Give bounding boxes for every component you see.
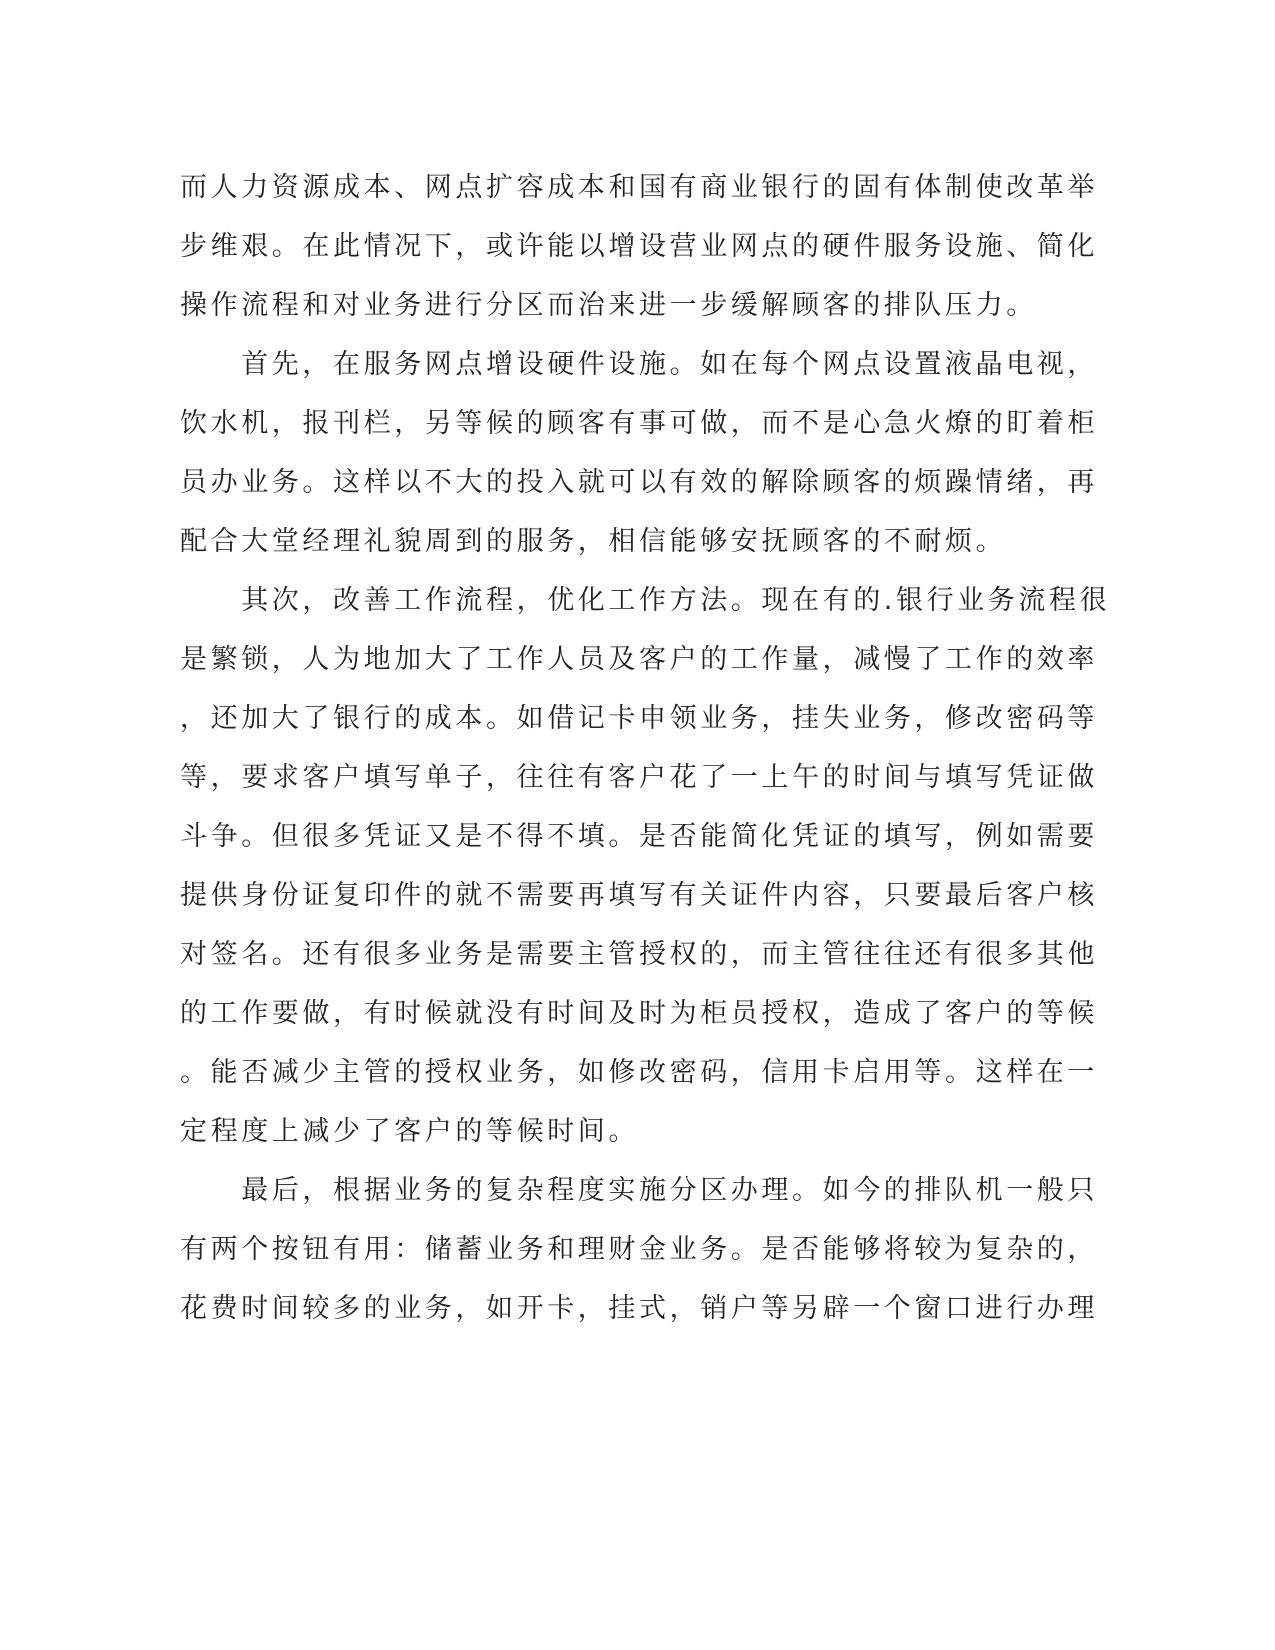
text-line: 步维艰。在此情况下，或许能以增设营业网点的硬件服务设施、简化	[180, 231, 1098, 262]
text-line: 配合大堂经理礼貌周到的服务，相信能够安抚顾客的不耐烦。	[180, 526, 1007, 557]
text-line: ，还加大了银行的成本。如借记卡申领业务，挂失业务，修改密码等	[180, 703, 1098, 734]
text-line: 斗争。但很多凭证又是不得不填。是否能简化凭证的填写，例如需要	[180, 821, 1098, 852]
text-line: 操作流程和对业务进行分区而治来进一步缓解顾客的排队压力。	[180, 290, 1037, 321]
text-line: 定程度上减少了客户的等候时间。	[180, 1116, 639, 1147]
text-line: 。能否减少主管的授权业务，如修改密码，信用卡启用等。这样在一	[180, 1057, 1098, 1088]
text-line: 是繁锁，人为地加大了工作人员及客户的工作量，减慢了工作的效率	[180, 644, 1098, 675]
text-line: 提供身份证复印件的就不需要再填写有关证件内容，只要最后客户核	[180, 880, 1098, 911]
text-line: 对签名。还有很多业务是需要主管授权的，而主管往往还有很多其他	[180, 939, 1098, 970]
text-line: 首先，在服务网点增设硬件设施。如在每个网点设置液晶电视，	[180, 349, 1098, 380]
text-line: 饮水机，报刊栏，另等候的顾客有事可做，而不是心急火燎的盯着柜	[180, 408, 1098, 439]
text-line: 最后，根据业务的复杂程度实施分区办理。如今的排队机一般只	[180, 1175, 1098, 1206]
text-line: 其次，改善工作流程，优化工作方法。现在有的.银行业务流程很	[180, 585, 1111, 616]
text-line: 花费时间较多的业务，如开卡，挂式，销户等另辟一个窗口进行办理	[180, 1293, 1098, 1324]
text-line: 的工作要做，有时候就没有时间及时为柜员授权，造成了客户的等候	[180, 998, 1098, 1029]
text-line: 有两个按钮有用：储蓄业务和理财金业务。是否能够将较为复杂的，	[180, 1234, 1098, 1265]
text-line: 而人力资源成本、网点扩容成本和国有商业银行的固有体制使改革举	[180, 172, 1098, 203]
text-line: 员办业务。这样以不大的投入就可以有效的解除顾客的烦躁情绪，再	[180, 467, 1098, 498]
body-text	[180, 158, 1111, 1338]
text-line: 等，要求客户填写单子，往往有客户花了一上午的时间与填写凭证做	[180, 762, 1098, 793]
